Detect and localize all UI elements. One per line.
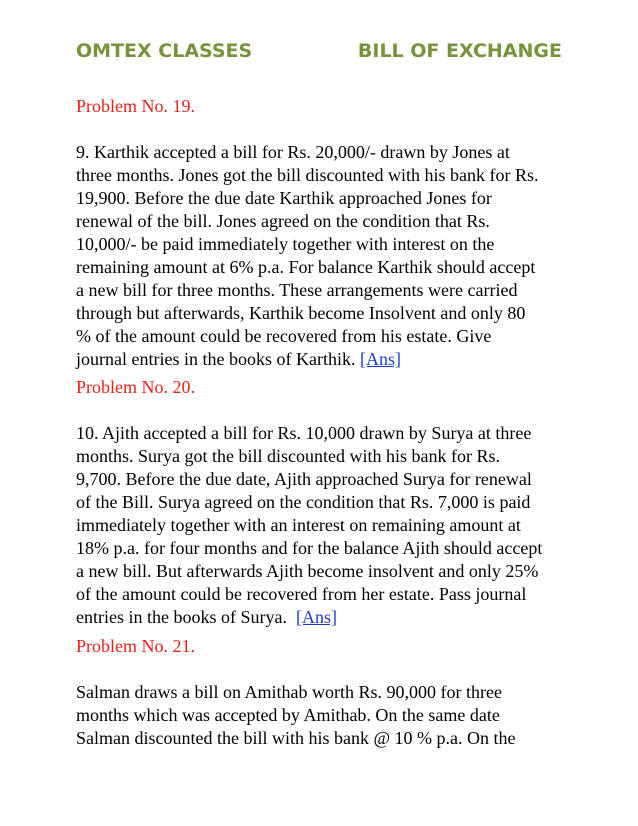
problem-20-line: 10. Ajith accepted a bill for Rs. 10,000 drawn by Surya at three [76, 423, 532, 443]
problem-20-line: of the amount could be recovered from her estate. Pass journal [76, 584, 527, 604]
problem-20-title: Problem No. 20. [76, 377, 195, 397]
problem-19-line: % of the amount could be recovered from his estate. Give [76, 326, 492, 346]
problem-19-line: renewal of the bill. Jones agreed on the condition that Rs. [76, 211, 490, 231]
problem-20-line: months. Surya got the bill discounted with his bank for Rs. [76, 446, 500, 466]
problem-19-line: through but afterwards, Karthik become Insolvent and only 80 [76, 303, 526, 323]
problem-20-ans-link[interactable]: [Ans] [295, 607, 337, 627]
problem-20-last-line [76, 606, 576, 629]
problem-19-last-line [76, 348, 576, 371]
problem-20-line: immediately together with an interest on remaining amount at [76, 515, 521, 535]
problem-19-text [76, 141, 576, 371]
problem-21-text [76, 681, 576, 750]
problem-21-title: Problem No. 21. [76, 636, 195, 656]
problem-19-line: remaining amount at 6% p.a. For balance Karthik should accept [76, 257, 536, 277]
problem-19-line: 10,000/- be paid immediately together with interest on the [76, 234, 495, 254]
problem-20-line: entries in the books of Surya. [76, 607, 296, 627]
problem-21-line: months which was accepted by Amithab. On the same date [76, 705, 500, 725]
problem-19-line: journal entries in the books of Karthik. [76, 349, 360, 369]
header-left-title: OMTEX CLASSES [76, 40, 253, 62]
problem-20-line: 18% p.a. for four months and for the balance Ajith should accept [76, 538, 543, 558]
page-header [76, 40, 562, 66]
problem-19-title: Problem No. 19. [76, 96, 195, 116]
problem-21-line: Salman discounted the bill with his bank @ 10 % p.a. On the [76, 728, 516, 748]
header-right-title: BILL OF EXCHANGE [357, 40, 562, 62]
problem-20-line: of the Bill. Surya agreed on the condition that Rs. 7,000 is paid [76, 492, 531, 512]
problem-19-ans-link[interactable]: [Ans] [359, 349, 401, 369]
problem-20-line: a new bill. But afterwards Ajith become insolvent and only 25% [76, 561, 539, 581]
problem-19-line: 9. Karthik accepted a bill for Rs. 20,000/- drawn by Jones at [76, 142, 510, 162]
problem-19-line: 19,900. Before the due date Karthik approached Jones for [76, 188, 492, 208]
problem-20-line: 9,700. Before the due date, Ajith approached Surya for renewal [76, 469, 532, 489]
problem-21-line: Salman draws a bill on Amithab worth Rs. 90,000 for three [76, 682, 502, 702]
problem-19-line: a new bill for three months. These arrangements were carried [76, 280, 518, 300]
problem-20-text [76, 422, 576, 629]
problem-19-line: three months. Jones got the bill discounted with his bank for Rs. [76, 165, 539, 185]
